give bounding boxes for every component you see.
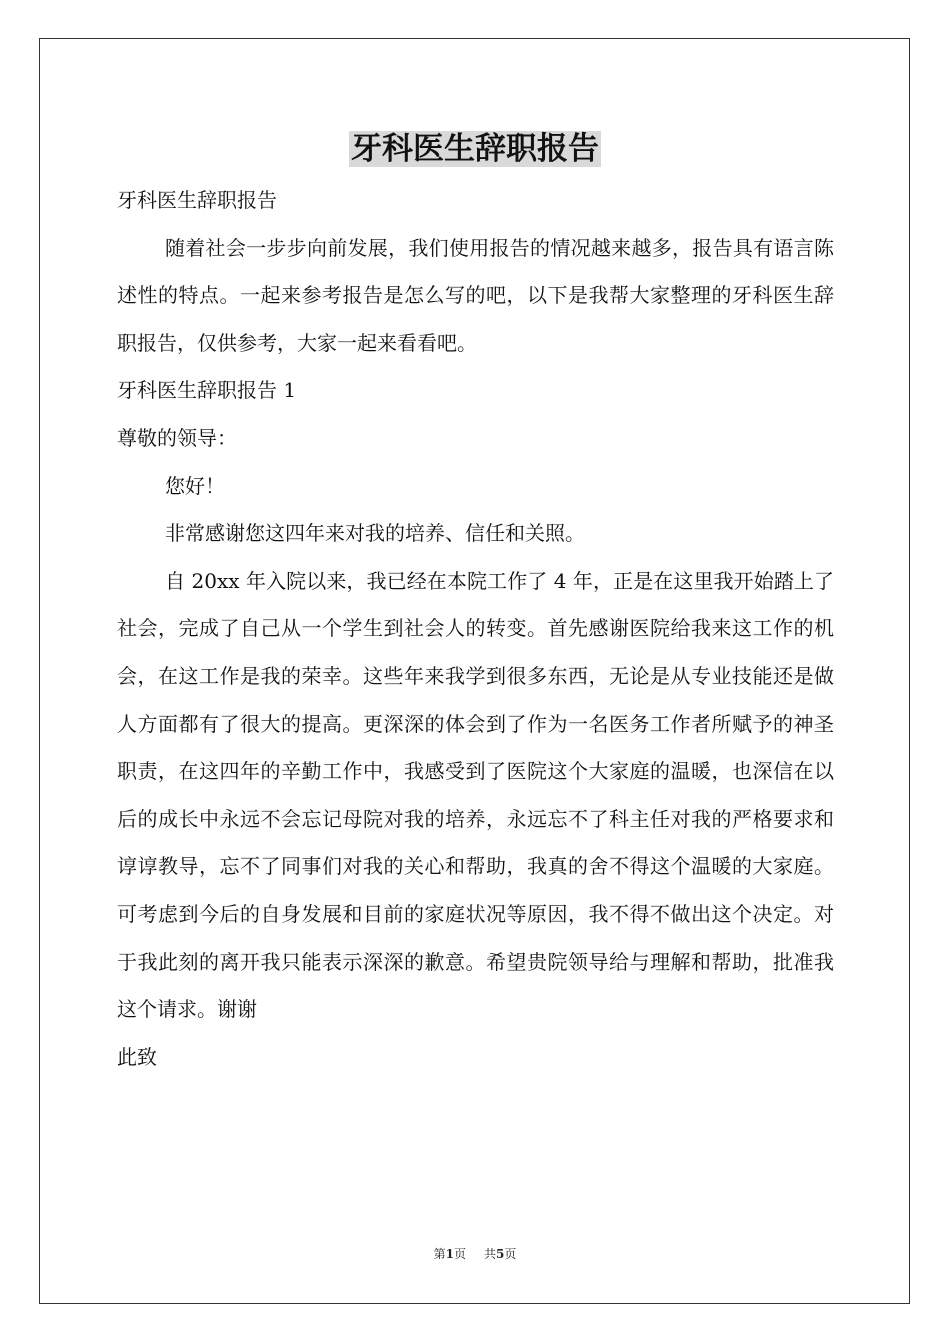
page-suffix: 页 [453, 1247, 466, 1261]
closing: 此致 [117, 1044, 157, 1069]
document-title-text: 牙科医生辞职报告 [351, 131, 599, 167]
body-paragraph: 自 20xx 年入院以来，我已经在本院工作了 4 年，正是在这里我开始踏上了社会，完成了自己从一个学生到社会人的转变。首先感谢医院给我来这工作的机会，在这工作是我的荣幸。这些年来我学到很多东西，无论是从专业技能还是做人方面都有了很大的提高。更深深的体会到了作为一名医务工作者所赋予的神圣职责，在这四年的辛勤工作中，我感受到了医院这个大家庭的温暖，也深信在以后的成长中永远不会忘记母院对我的培养，永远忘不了科主任对我的严格要求和谆谆教导，忘不了同事们对我的关心和帮助，我真的舍不得这个温暖的大家庭。可考虑到今后的自身发展和目前的家庭状况等原因，我不得不做出这个决定。对于我此刻的离开我只能表示深深的歉意。希望贵院领导给与理解和帮助，批准我这个请求。谢谢 [117, 568, 834, 1022]
total-prefix: 共 [484, 1247, 497, 1261]
section-heading: 牙科医生辞职报告 1 [117, 378, 297, 403]
total-suffix: 页 [504, 1247, 517, 1261]
page-number: 1 [445, 1247, 454, 1261]
page-prefix: 第 [433, 1247, 446, 1261]
intro-paragraph: 随着社会一步步向前发展，我们使用报告的情况越来越多，报告具有语言陈述性的特点。一起来参考报告是怎么写的吧，以下是我帮大家整理的牙科医生辞职报告，仅供参考，大家一起来看看吧。 [117, 235, 834, 355]
thanks-paragraph: 非常感谢您这四年来对我的培养、信任和关照。 [165, 521, 585, 546]
salutation: 尊敬的领导： [117, 425, 237, 450]
document-subtitle: 牙科医生辞职报告 [117, 188, 277, 212]
document-body [117, 177, 834, 1081]
document-title [0, 128, 950, 170]
total-pages: 5 [496, 1247, 505, 1261]
greeting: 您好！ [165, 473, 225, 498]
page-footer [0, 1246, 950, 1262]
